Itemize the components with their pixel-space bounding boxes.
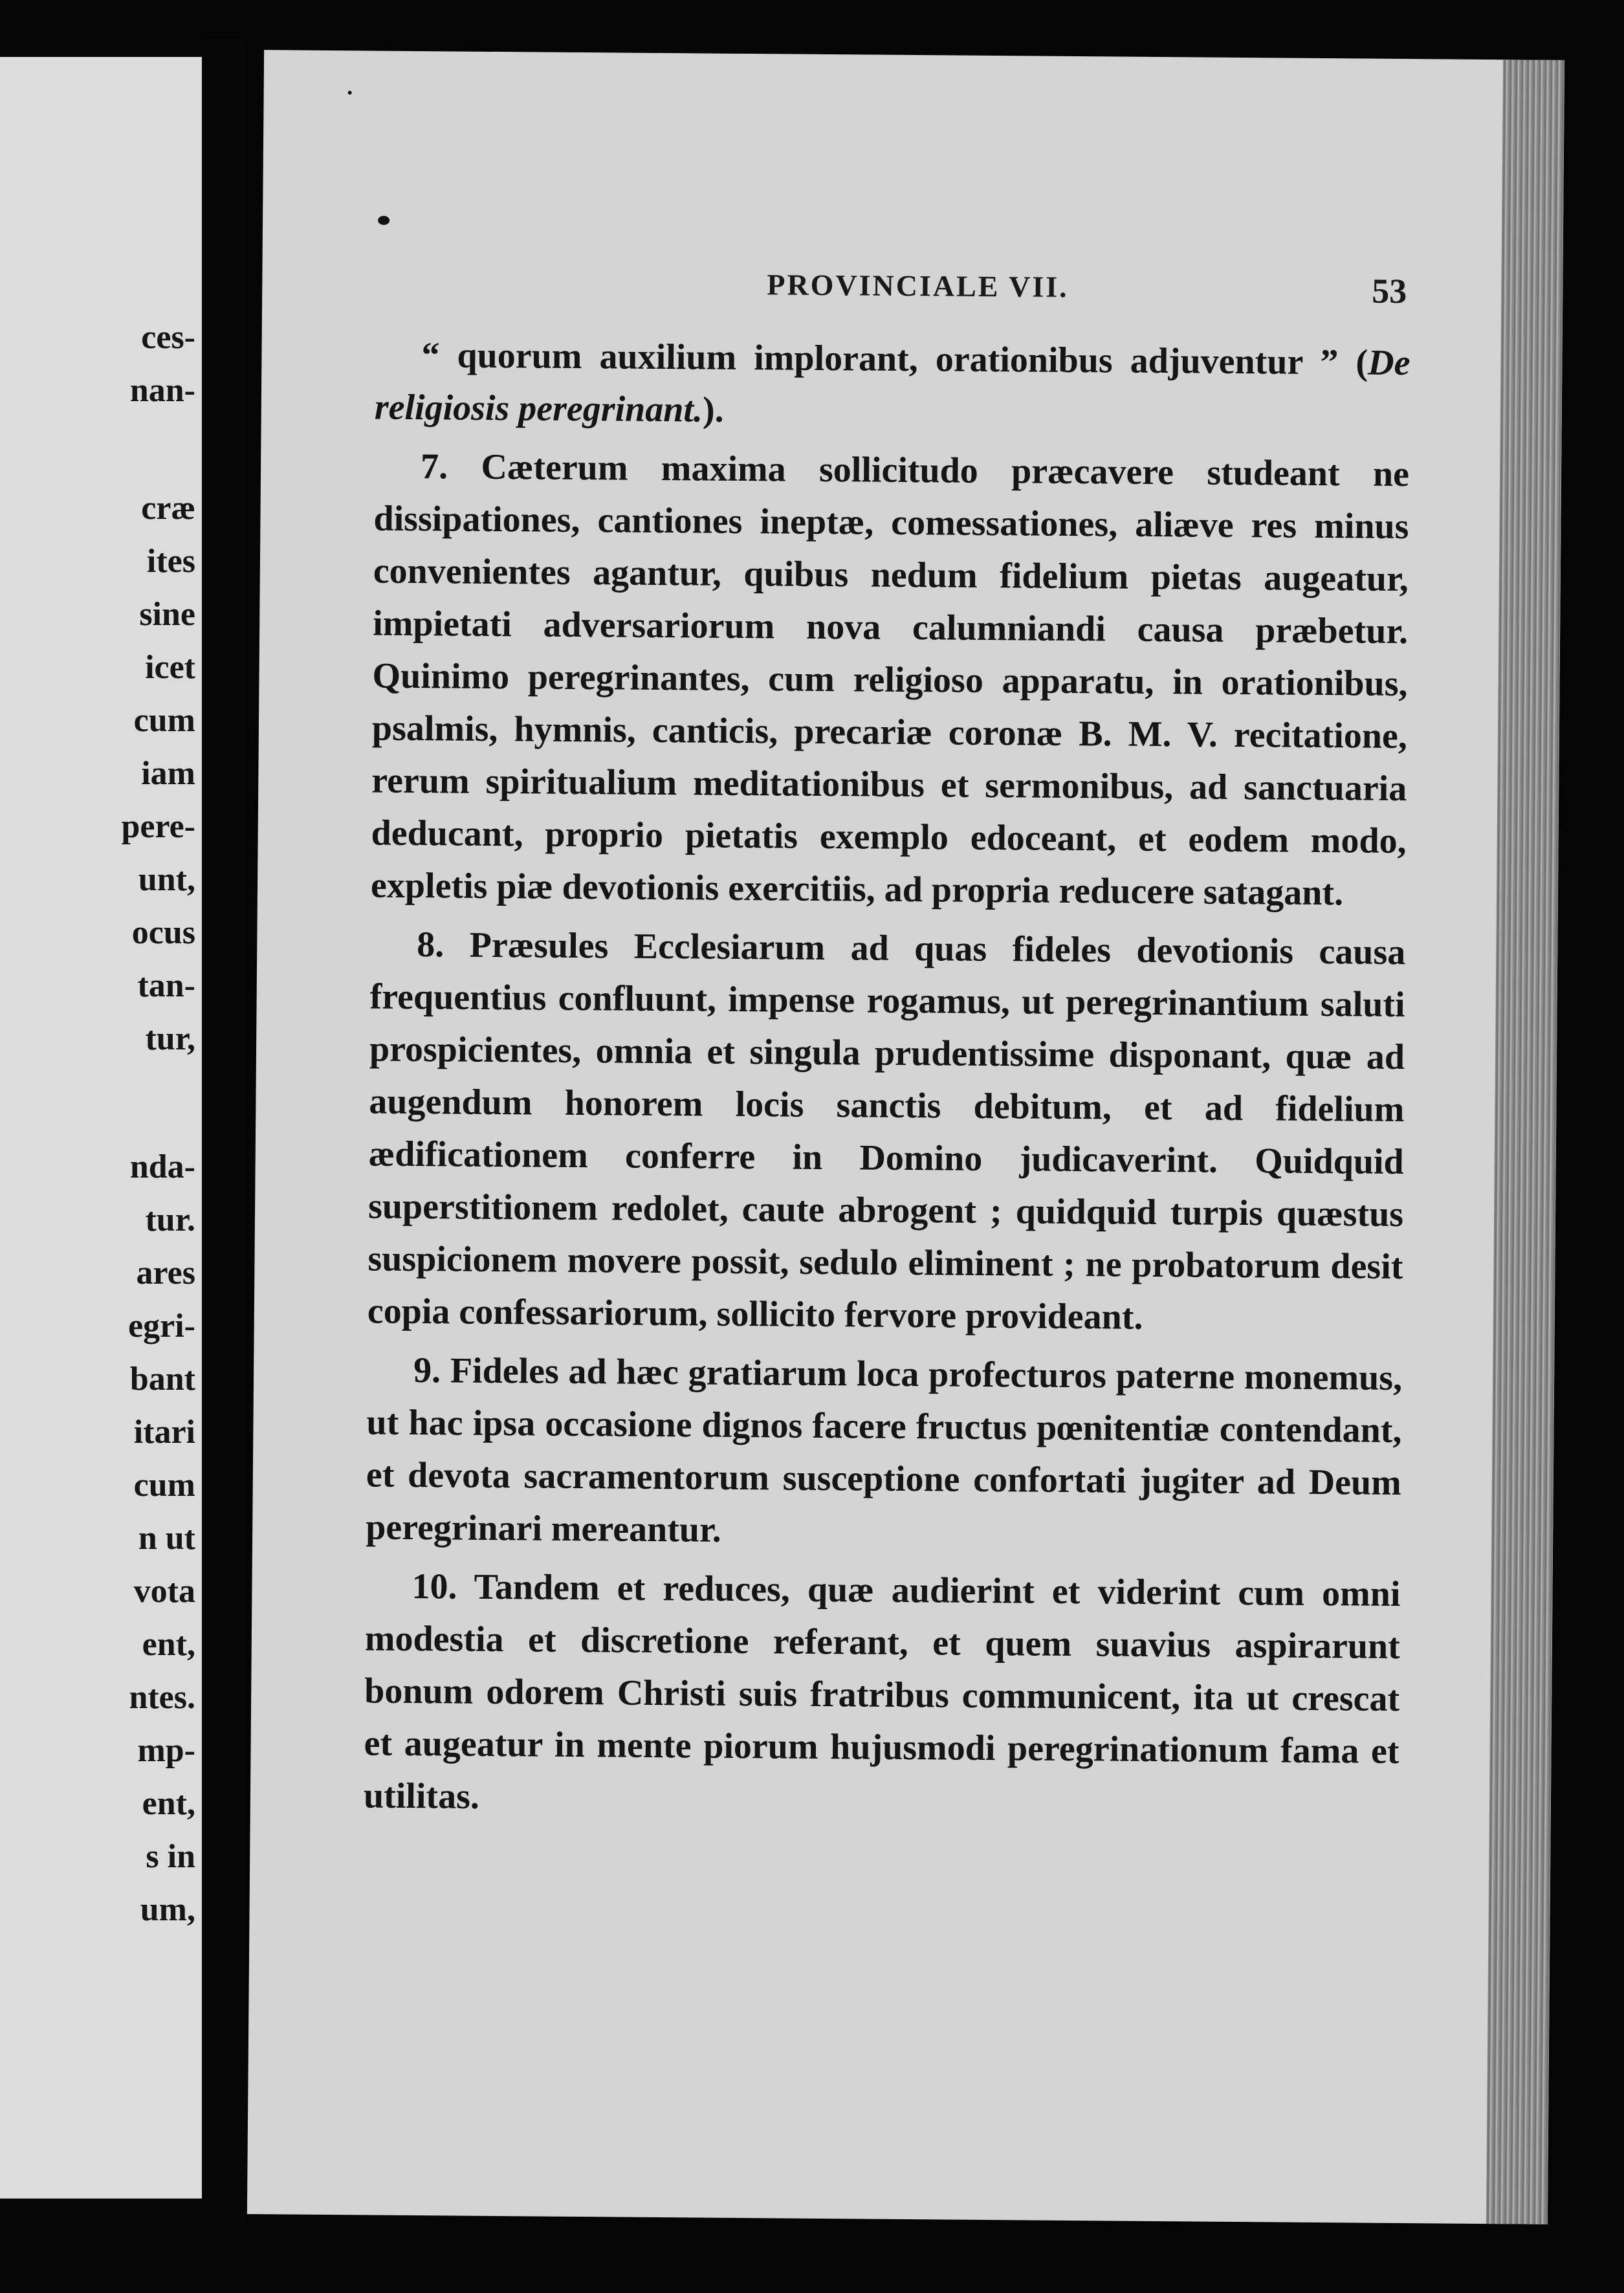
book-gutter [202, 39, 247, 2226]
left-line-ending: egri- [128, 1308, 195, 1344]
running-head: PROVINCIALE VII. [767, 268, 1069, 303]
paragraph-10: 10. Tandem et reduces, quæ audierint et viderint cum omni modestia et discretione referant, et quem suavius aspirarunt bonum odorem Christi suis fratribus communicent, ita ut crescat et augeatur in mente piorum hujusmodi peregrinationum fama et utilitas. [363, 1566, 1401, 1817]
left-line-ending: bant [129, 1361, 195, 1398]
left-line-ending: tur, [145, 1020, 195, 1057]
citation-title: De religiosis peregrinant. [374, 342, 1410, 430]
body-text [364, 329, 1410, 1830]
page-number: 53 [1372, 271, 1407, 311]
page-edge-shadow [1486, 60, 1564, 2224]
left-line-ending: nan- [129, 372, 195, 409]
left-line-ending: vota [133, 1573, 195, 1610]
left-line-ending: icet [145, 649, 195, 686]
right-page [247, 50, 1564, 2224]
quote-line: “ quorum auxilium implorant, orationibus adjuventur ” [421, 335, 1339, 383]
left-line-ending: ces- [141, 319, 195, 356]
left-line-ending: ocus [131, 914, 195, 951]
paragraph-9: 9. Fideles ad hæc gratiarum loca profecturos paterne monemus, ut hac ipsa occasione dignos facere fructus pœnitentiæ contendant, et devota sacramentorum susceptione confortati jugiter ad Deum peregrinari mereantur. [365, 1350, 1403, 1550]
left-line-ending: tan- [137, 967, 195, 1004]
ink-speck [348, 91, 352, 94]
left-line-ending: ntes. [129, 1679, 195, 1716]
left-line-ending: s in [146, 1838, 195, 1875]
continued-quote [375, 329, 1410, 443]
ink-speck [378, 216, 390, 225]
left-line-ending: unt, [138, 861, 195, 898]
left-line-ending: ent, [142, 1785, 195, 1822]
paragraph-8: 8. Præsules Ecclesiarum ad quas fideles devotionis causa frequentius confluunt, impense rogamus, ut peregrinantium saluti prospicientes, omnia et singula prudentissime disponant, quæ ad augendum honorem locis sanctis debitum, et ad fidelium ædificationem conferre in Domino judicaverint. Quidquid superstitionem redolet, caute abrogent ; quidquid turpis quæstus suspicionem movere possit, sedulo eliminent ; ne probatorum desit copia confessariorum, sollicito fervore provideant. [367, 925, 1406, 1337]
left-line-ending: nda- [129, 1148, 195, 1185]
left-line-ending: ares [136, 1255, 195, 1291]
left-line-ending: cum [133, 1467, 195, 1504]
left-line-ending: itari [133, 1414, 195, 1451]
left-line-ending: ent, [142, 1626, 195, 1663]
left-line-ending: n ut [138, 1520, 195, 1557]
left-line-ending: sine [139, 596, 195, 633]
left-line-ending: um, [140, 1891, 195, 1928]
paragraph-7: 7. Cæterum maxima sollicitudo præcavere studeant ne dissipationes, cantiones ineptæ, comessationes, aliæve res minus convenientes agantur, quibus nedum fidelium pietas augeatur, impietati adversariorum nova calumniandi causa præbetur. Quinimo peregrinantes, cum religioso apparatu, in orationibus, psalmis, hymnis, canticis, precariæ coronæ B. M. V. recitatione, rerum spiritualium meditationibus et sermonibus, ad sanctuaria deducant, proprio pietatis exemplo edoceant, et eodem modo, expletis piæ devotionis exercitiis, ad propria reducere satagant. [370, 446, 1410, 914]
left-line-ending: cum [133, 702, 195, 739]
left-line-ending: pere- [121, 808, 195, 845]
left-line-ending: ites [146, 543, 195, 580]
citation: (De religiosis peregrinant.). [374, 342, 1410, 430]
left-line-ending: iam [141, 755, 195, 792]
left-line-ending: mp- [137, 1732, 195, 1769]
left-line-ending: tur. [145, 1201, 195, 1238]
left-line-ending: cræ [141, 490, 195, 527]
left-facing-page [0, 57, 202, 2199]
